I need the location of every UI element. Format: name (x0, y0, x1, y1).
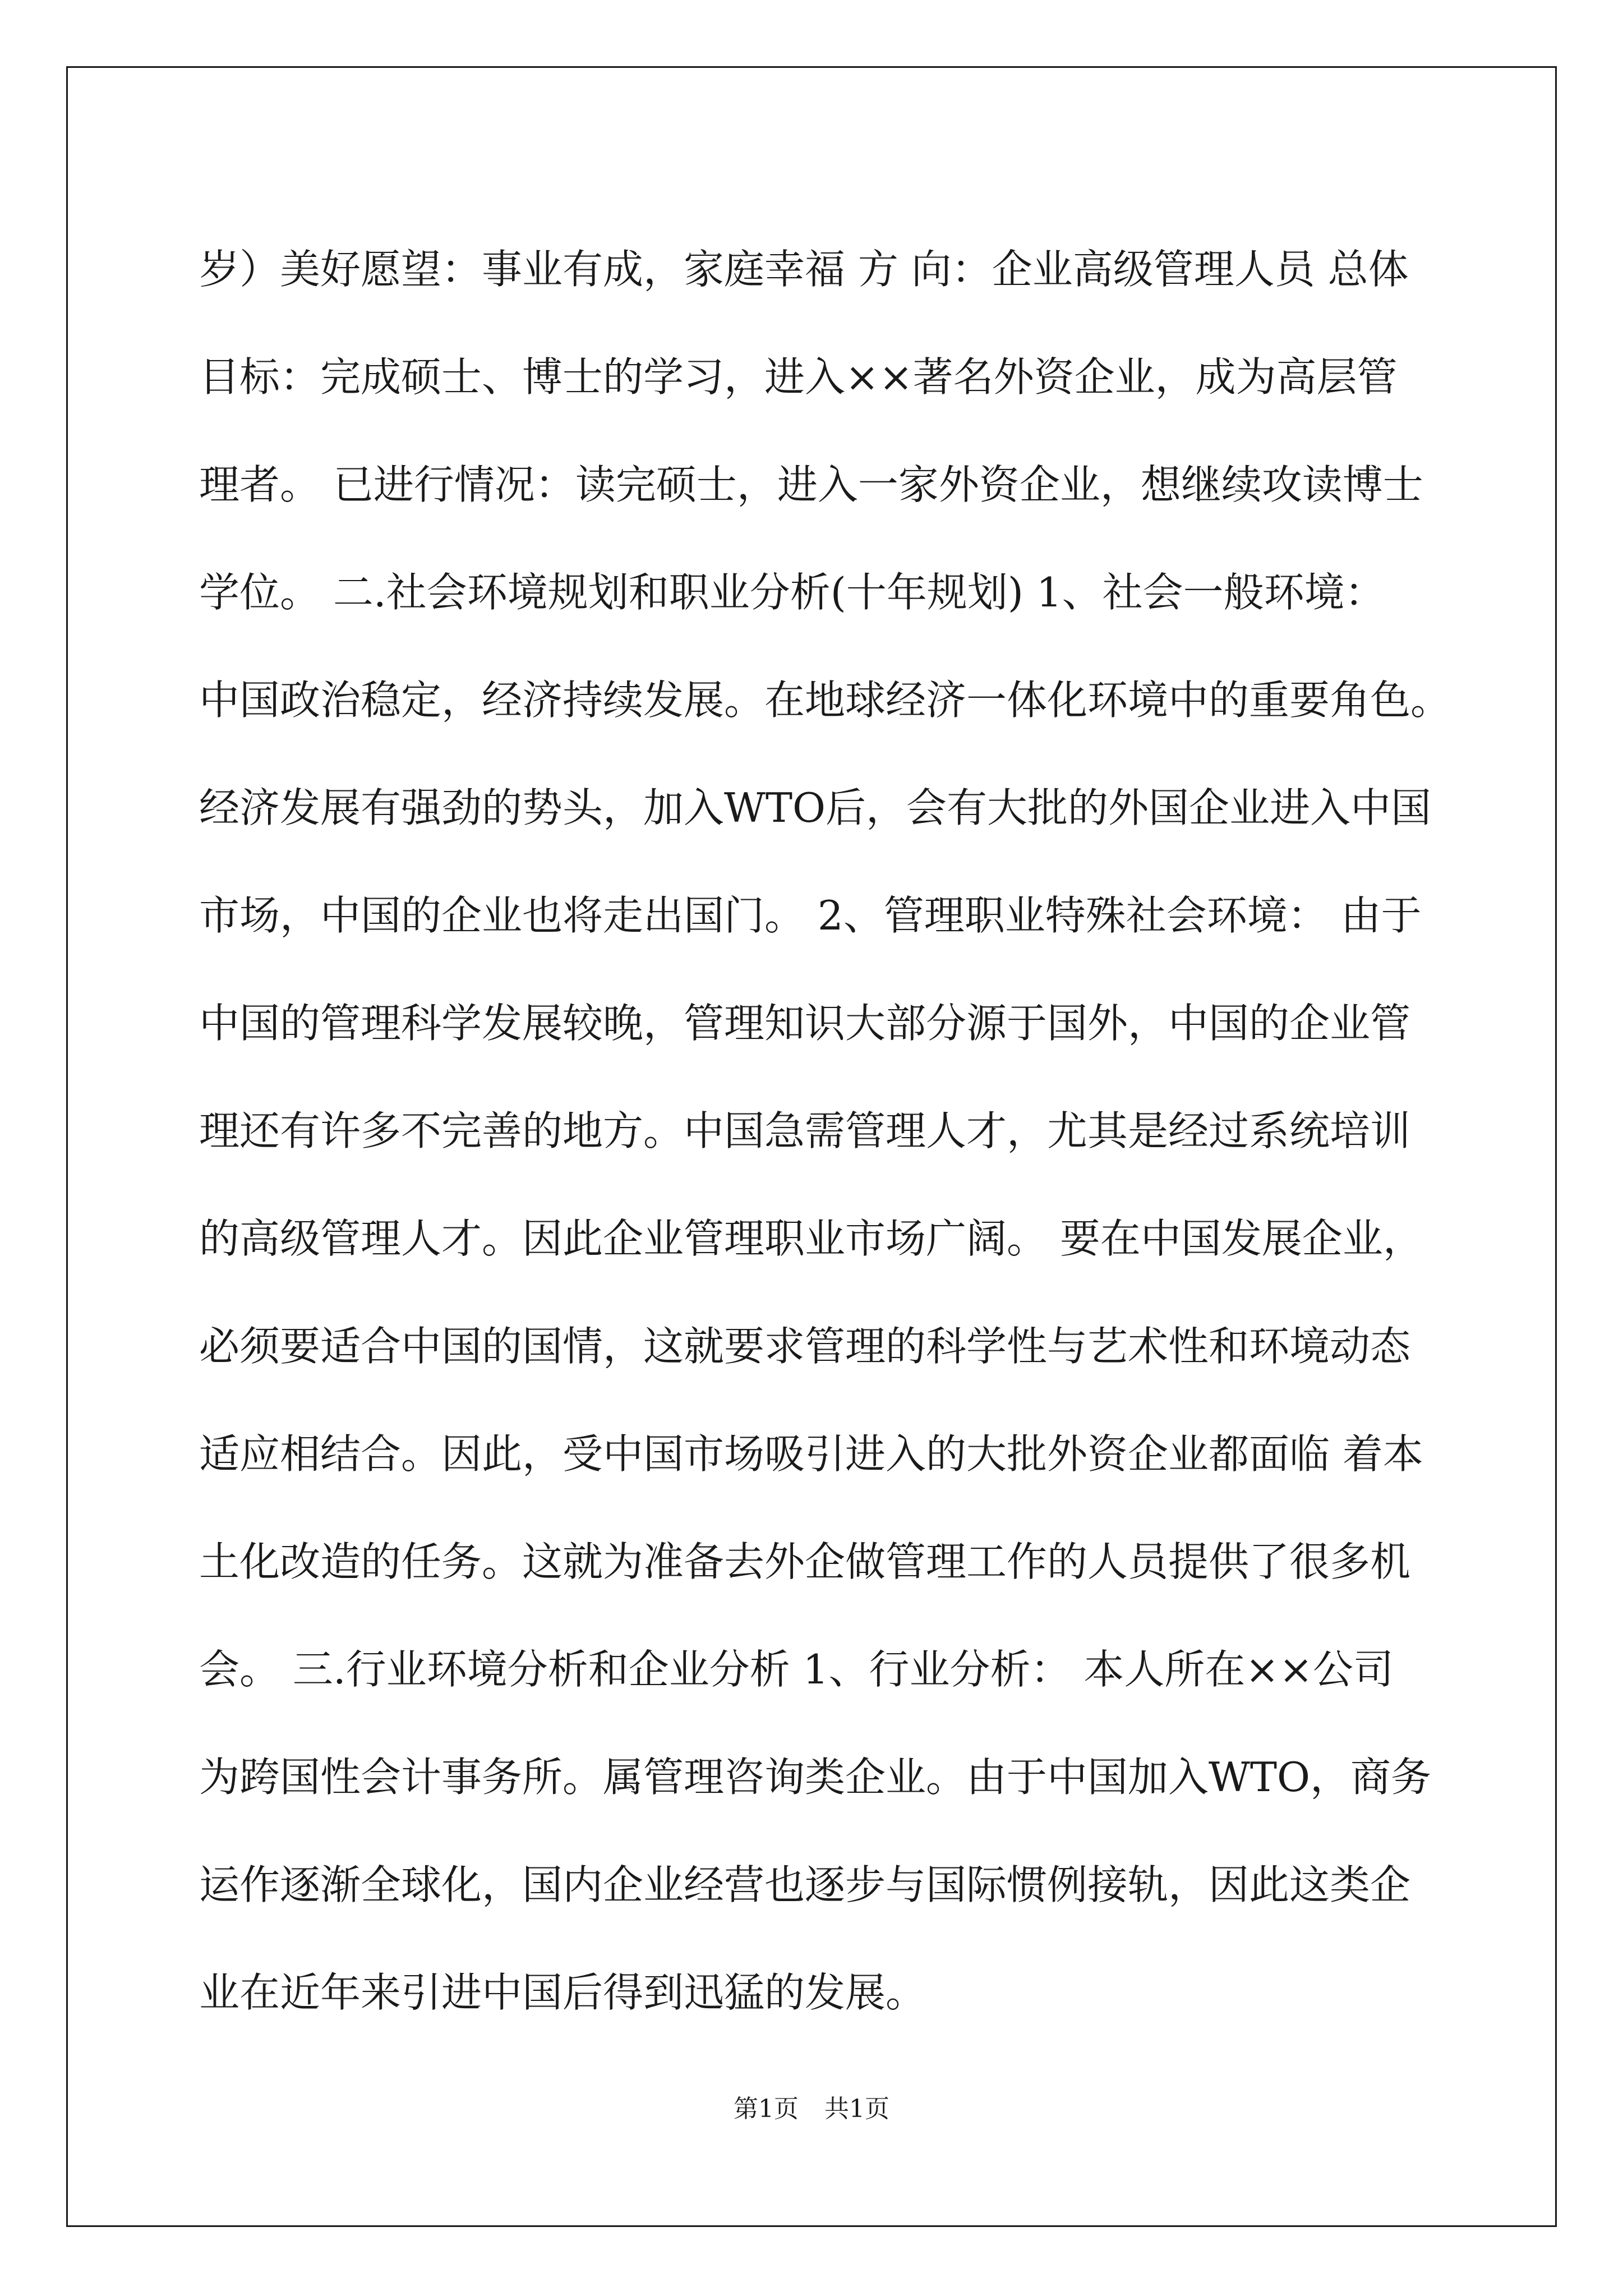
page-number: 第1页 (734, 2095, 799, 2123)
page-total: 共1页 (824, 2095, 889, 2123)
document-body-text: 岁）美好愿望：事业有成，家庭幸福 方 向：企业高级管理人员 总体 目标：完成硕士、博士的学习，进入××著名外资企业，成为高层管 理者。 已进行情况：读完硕士，进入一家外资企业，想继续攻读博士 学位。 二.社会环境规划和职业分析(十年规划) 1、社会一般环境： 中国政治稳定，经济持续发展。在地球经济一体化环境中的重要角色。 经济发展有强劲的势头，加入WTO后，会有大批的外国企业进入中国 市场，中国的企业也将走出国门。 2、管理职业特殊社会环境： 由于 中国的管理科学发展较晚，管理知识大部分源于国外，中国的企业管 理还有许多不完善的地方。中国急需管理人才，尤其是经过系统培训 的高级管理人才。因此企业管理职业市场广阔。 要在中国发展企业， 必须要适合中国的国情，这就要求管理的科学性与艺术性和环境动态 适应相结合。因此，受中国市场吸引进入的大批外资企业都面临 着本 土化改造的任务。这就为准备去外企做管理工作的人员提供了很多机 会。 三.行业环境分析和企业分析 1、行业分析： 本人所在××公司 为跨国性会计事务所。属管理咨询类企业。由于中国加入WTO，商务 运作逐渐全球化，国内企业经营也逐步与国际惯例接轨，因此这类企 业在近年来引进中国后得到迅猛的发展。 (199, 246, 1451, 2016)
page-footer (0, 2092, 1623, 2126)
